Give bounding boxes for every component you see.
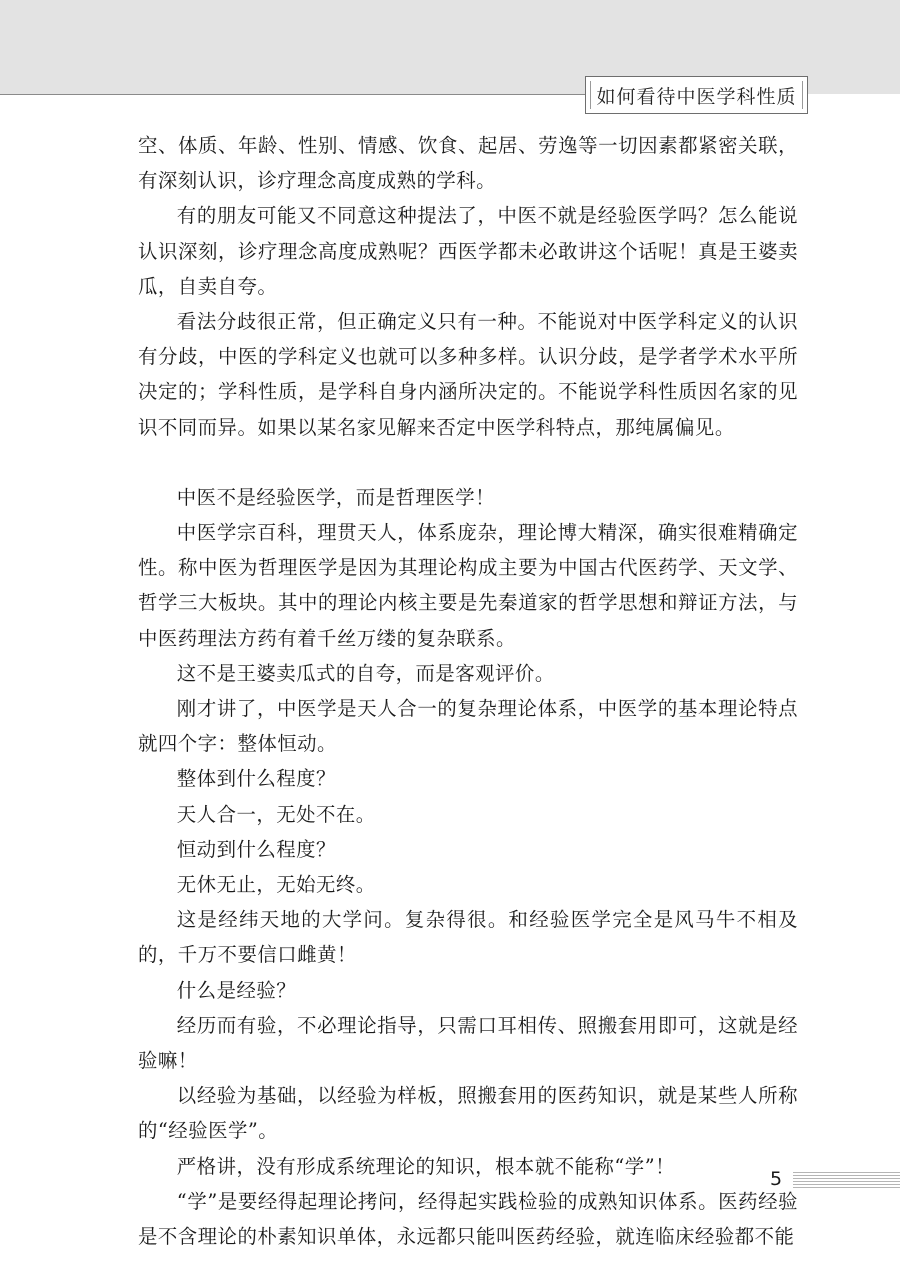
paragraph: 有的朋友可能又不同意这种提法了，中医不就是经验医学吗？怎么能说认识深刻，诊疗理念高度成熟呢？西医学都未必敢讲这个话呢！真是王婆卖瓜，自卖自夸。 [138, 204, 798, 298]
paragraph: 以经验为基础，以经验为样板，照搬套用的医药知识，就是某些人所称的“经验医学”。 [138, 1084, 798, 1143]
paragraph: 天人合一，无处不在。 [176, 802, 376, 826]
running-header [585, 76, 808, 114]
page-number: 5 [770, 1168, 783, 1190]
paragraph: 严格讲，没有形成系统理论的知识，根本就不能称“学”！ [176, 1154, 675, 1178]
paragraph: 看法分歧很正常，但正确定义只有一种。不能说对中医学科定义的认识有分歧，中医的学科定义也就可以多种多样。认识分歧，是学者学术水平所决定的；学科性质，是学科自身内涵所决定的。不能说学科性质因名家的见识不同而异。如果以某名家见解来否定中医学科特点，那纯属偏见。 [138, 310, 798, 439]
paragraph: 刚才讲了，中医学是天人合一的复杂理论体系，中医学的基本理论特点就四个字：整体恒动。 [138, 697, 798, 756]
body-text [138, 128, 798, 1254]
running-header-title: 如何看待中医学科性质 [596, 85, 797, 108]
paragraph: “学”是要经得起理论拷问，经得起实践检验的成熟知识体系。医药经验是不含理论的朴素知识单体，永远都只能叫医药经验，就连临床经验都不能 [138, 1189, 798, 1249]
paragraph: 这是经纬天地的大学问。复杂得很。和经验医学完全是风马牛不相及的，千万不要信口雌黄！ [138, 908, 798, 967]
paragraph: 空、体质、年龄、性别、情感、饮食、起居、劳逸等一切因素都紧密关联，有深刻认识，诊疗理念高度成熟的学科。 [138, 134, 798, 193]
paragraph: 恒动到什么程度？ [176, 837, 336, 861]
paragraph: 经历而有验，不必理论指导，只需口耳相传、照搬套用即可，这就是经验嘛！ [138, 1013, 798, 1073]
paragraph: 无休无止，无始无终。 [176, 873, 376, 897]
paragraph: 什么是经验？ [176, 978, 297, 1002]
paragraph: 这不是王婆卖瓜式的自夸，而是客观评价。 [176, 661, 555, 685]
paragraph: 中医学宗百科，理贯天人，体系庞杂，理论博大精深，确实很难精确定性。称中医为哲理医学是因为其理论构成主要为中国古代医药学、天文学、哲学三大板块。其中的理论内核主要是先秦道家的哲学思想和辩证方法，与中医药理法方药有着千丝万缕的复杂联系。 [138, 521, 798, 650]
paragraph: 中医不是经验医学，而是哲理医学！ [176, 485, 496, 509]
header-rule [0, 94, 590, 95]
footer-decoration [793, 1172, 900, 1190]
paragraph: 整体到什么程度？ [176, 767, 336, 791]
